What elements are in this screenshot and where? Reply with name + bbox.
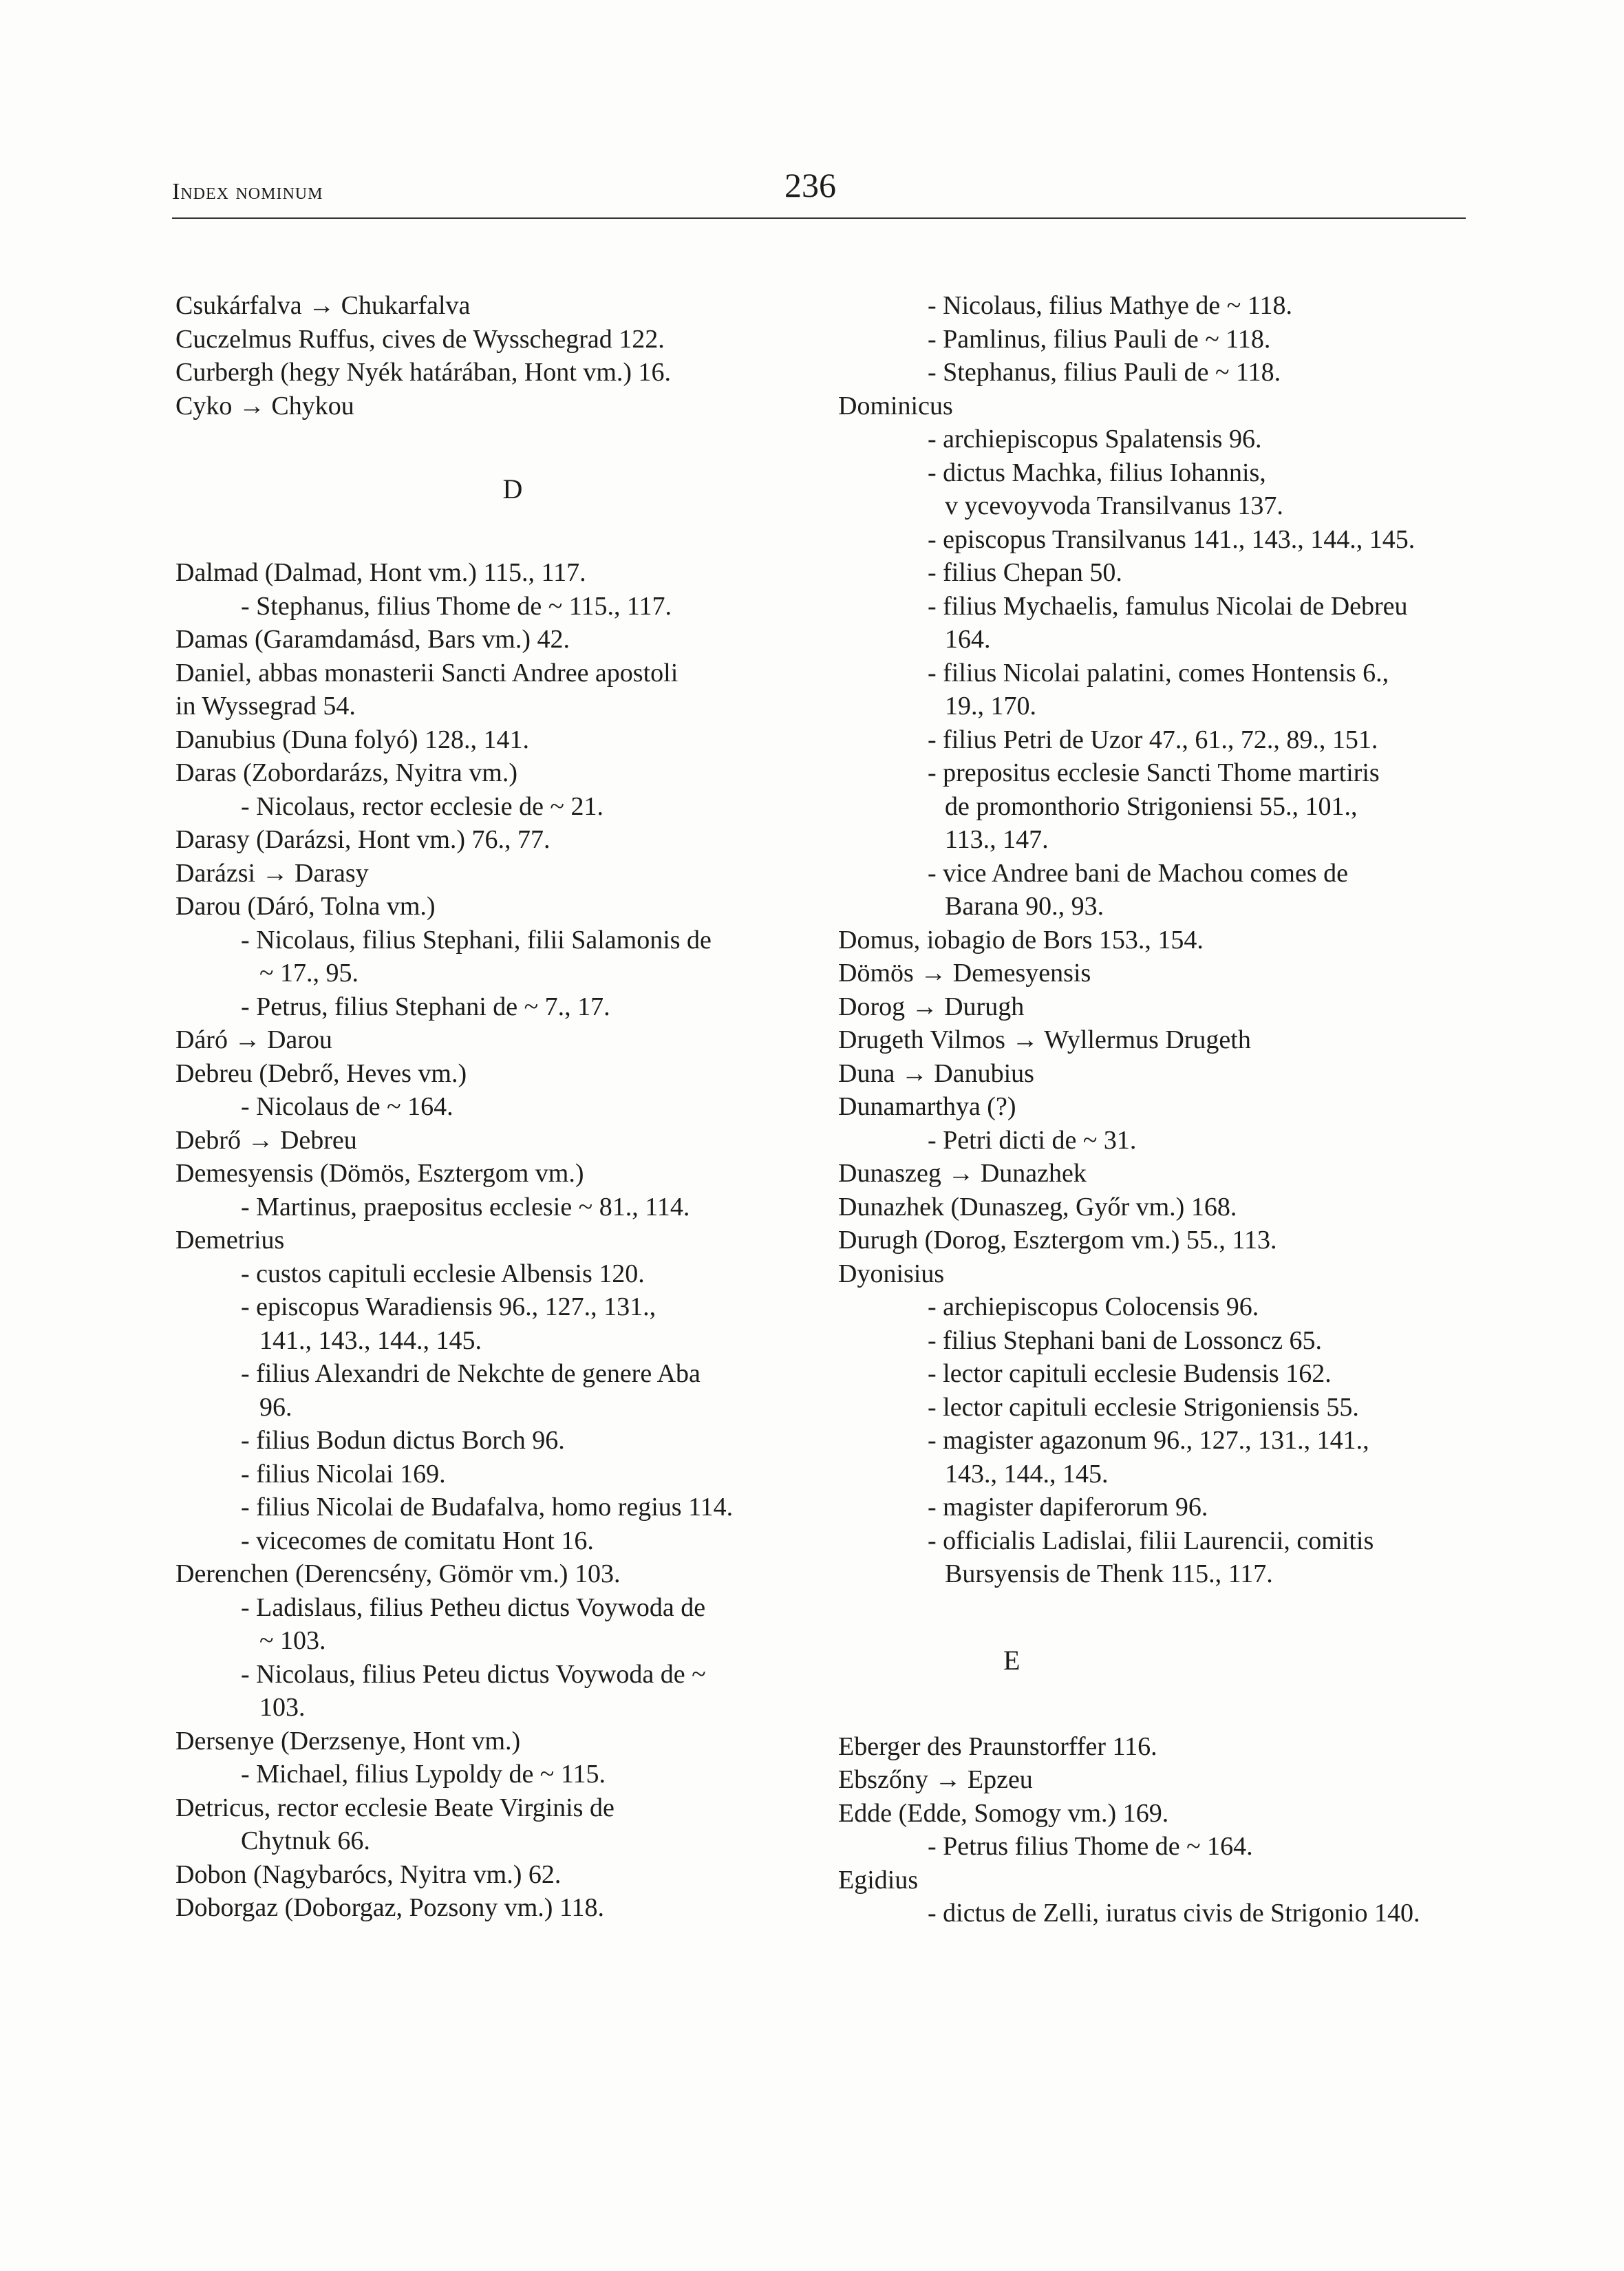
- index-entry: Curbergh (hegy Nyék határában, Hont vm.) 16.: [175, 358, 672, 387]
- index-entry: Ebszőny → Epzeu: [838, 1765, 1033, 1794]
- index-entry: Cyko → Chykou: [175, 391, 354, 420]
- index-subentry-continuation: 164.: [945, 625, 991, 654]
- index-subentry-continuation: Barana 90., 93.: [945, 892, 1104, 921]
- index-subentry: - custos capituli ecclesie Albensis 120.: [241, 1259, 645, 1288]
- index-entry: Dyonisius: [838, 1259, 945, 1288]
- index-subentry: - filius Nicolai de Budafalva, homo regius 114.: [241, 1493, 734, 1522]
- index-subentry: - Nicolaus, filius Peteu dictus Voywoda de ~: [241, 1659, 706, 1689]
- page-number: 236: [784, 166, 836, 204]
- index-subentry: - dictus de Zelli, iuratus civis de Strigonio 140.: [928, 1899, 1420, 1928]
- index-subentry: - filius Petri de Uzor 47., 61., 72., 89., 151.: [928, 725, 1378, 754]
- index-entry: Detricus, rector ecclesie Beate Virginis de: [175, 1793, 615, 1822]
- index-subentry-continuation: 143., 144., 145.: [945, 1459, 1109, 1489]
- index-subentry: - lector capituli ecclesie Strigoniensis 55.: [928, 1392, 1359, 1422]
- index-subentry: - Petri dicti de ~ 31.: [928, 1125, 1137, 1155]
- index-entry: Danubius (Duna folyó) 128., 141.: [175, 725, 529, 754]
- index-entry: Csukárfalva → Chukarfalva: [175, 291, 471, 320]
- index-entry: Damas (Garamdamásd, Bars vm.) 42.: [175, 625, 570, 654]
- index-entry: Duna → Danubius: [838, 1058, 1034, 1088]
- index-subentry: - Nicolaus de ~ 164.: [241, 1092, 453, 1121]
- index-subentry: - filius Chepan 50.: [928, 558, 1122, 587]
- index-entry: Dunazhek (Dunaszeg, Győr vm.) 168.: [838, 1192, 1237, 1222]
- index-entry: Dömös → Demesyensis: [838, 959, 1091, 988]
- index-subentry: - magister dapiferorum 96.: [928, 1493, 1208, 1522]
- index-subentry: - Petrus, filius Stephani de ~ 7., 17.: [241, 992, 610, 1021]
- index-subentry: - episcopus Waradiensis 96., 127., 131.,: [241, 1292, 656, 1321]
- index-entry: Darasy (Darázsi, Hont vm.) 76., 77.: [175, 825, 551, 854]
- index-column-left: [175, 289, 850, 1925]
- index-entry: Demetrius: [175, 1226, 285, 1255]
- index-entry: Dominicus: [838, 391, 953, 420]
- index-entry: Dáró → Darou: [175, 1025, 332, 1054]
- page-header: [172, 165, 1466, 220]
- index-subentry: - filius Nicolai palatini, comes Hontensis 6.,: [928, 658, 1389, 687]
- index-subentry-continuation: v ycevoyvoda Transilvanus 137.: [945, 491, 1283, 520]
- index-subentry: - vicecomes de comitatu Hont 16.: [241, 1526, 594, 1555]
- index-entry: Demesyensis (Dömös, Esztergom vm.): [175, 1159, 584, 1188]
- index-subentry: - Ladislaus, filius Petheu dictus Voywoda de: [241, 1592, 706, 1622]
- index-entry: Edde (Edde, Somogy vm.) 169.: [838, 1798, 1169, 1828]
- index-subentry-continuation: ~ 17., 95.: [259, 959, 359, 988]
- index-subentry: - Stephanus, filius Thome de ~ 115., 117.: [241, 591, 672, 621]
- index-entry: Debrő → Debreu: [175, 1125, 357, 1155]
- index-subentry: - filius Alexandri de Nekchte de genere Aba: [241, 1359, 701, 1388]
- index-subentry: - magister agazonum 96., 127., 131., 141.,: [928, 1426, 1369, 1455]
- index-subentry: - filius Nicolai 169.: [241, 1459, 446, 1489]
- index-subentry-continuation: 103.: [259, 1693, 306, 1722]
- index-subentry: - lector capituli ecclesie Budensis 162.: [928, 1359, 1332, 1388]
- index-entry: Daniel, abbas monasterii Sancti Andree apostoli: [175, 658, 679, 687]
- index-entry: Dobon (Nagybarócs, Nyitra vm.) 62.: [175, 1859, 562, 1889]
- index-entry: Derenchen (Derencsény, Gömör vm.) 103.: [175, 1559, 621, 1588]
- index-subentry-continuation: Bursyensis de Thenk 115., 117.: [945, 1559, 1273, 1588]
- index-subentry: - episcopus Transilvanus 141., 143., 144., 145.: [928, 524, 1415, 554]
- index-subentry: - vice Andree bani de Machou comes de: [928, 858, 1348, 888]
- index-entry: Domus, iobagio de Bors 153., 154.: [838, 925, 1204, 955]
- index-entry: Dunamarthya (?): [838, 1092, 1016, 1121]
- index-entry: Drugeth Vilmos → Wyllermus Drugeth: [838, 1025, 1251, 1054]
- index-subentry: - Pamlinus, filius Pauli de ~ 118.: [928, 324, 1271, 354]
- index-subentry: - Nicolaus, rector ecclesie de ~ 21.: [241, 791, 603, 821]
- index-entry: Eberger des Praunstorffer 116.: [838, 1731, 1157, 1761]
- section-letter-e: E: [1003, 1644, 1021, 1676]
- index-column-right: [838, 289, 1513, 1930]
- index-entry: Darou (Dáró, Tolna vm.): [175, 892, 436, 921]
- index-subentry: - Michael, filius Lypoldy de ~ 115.: [241, 1760, 606, 1789]
- index-entry: Darázsi → Darasy: [175, 858, 369, 888]
- index-entry: Dersenye (Derzsenye, Hont vm.): [175, 1726, 521, 1756]
- index-subentry-continuation: 113., 147.: [945, 825, 1049, 854]
- index-entry-continuation: Chytnuk 66.: [241, 1826, 370, 1855]
- index-subentry: - prepositus ecclesie Sancti Thome martiris: [928, 758, 1380, 787]
- index-subentry: - Nicolaus, filius Mathye de ~ 118.: [928, 291, 1292, 320]
- index-entry: Durugh (Dorog, Esztergom vm.) 55., 113.: [838, 1226, 1277, 1255]
- index-subentry-continuation: ~ 103.: [259, 1626, 326, 1655]
- header-rule: [172, 217, 1466, 219]
- index-entry: Cuczelmus Ruffus, cives de Wysschegrad 122.: [175, 324, 665, 354]
- index-subentry: - Stephanus, filius Pauli de ~ 118.: [928, 358, 1281, 387]
- index-entry: Egidius: [838, 1865, 919, 1895]
- index-subentry: - filius Mychaelis, famulus Nicolai de Debreu: [928, 591, 1408, 621]
- index-subentry-continuation: de promonthorio Strigoniensi 55., 101.,: [945, 791, 1358, 821]
- index-subentry: - archiepiscopus Spalatensis 96.: [928, 425, 1262, 454]
- index-entry-continuation: in Wyssegrad 54.: [175, 692, 356, 721]
- index-subentry: - filius Stephani bani de Lossoncz 65.: [928, 1325, 1323, 1355]
- index-entry: Dorog → Durugh: [838, 992, 1025, 1021]
- index-subentry-continuation: 19., 170.: [945, 692, 1036, 721]
- index-entry: Doborgaz (Doborgaz, Pozsony vm.) 118.: [175, 1893, 605, 1922]
- index-subentry: - dictus Machka, filius Iohannis,: [928, 458, 1266, 487]
- index-subentry-continuation: 96.: [259, 1392, 292, 1422]
- section-letter-d: D: [502, 473, 523, 504]
- index-entry: Dunaszeg → Dunazhek: [838, 1159, 1087, 1188]
- index-entry: Dalmad (Dalmad, Hont vm.) 115., 117.: [175, 558, 586, 587]
- index-entry: Debreu (Debrő, Heves vm.): [175, 1058, 467, 1088]
- index-subentry: - Martinus, praepositus ecclesie ~ 81., 114.: [241, 1192, 690, 1222]
- index-subentry-continuation: 141., 143., 144., 145.: [259, 1325, 482, 1355]
- index-subentry: - Petrus filius Thome de ~ 164.: [928, 1832, 1253, 1861]
- index-entry: Daras (Zobordarázs, Nyitra vm.): [175, 758, 517, 787]
- index-subentry: - officialis Ladislai, filii Laurencii, comitis: [928, 1526, 1374, 1555]
- index-subentry: - filius Bodun dictus Borch 96.: [241, 1426, 565, 1455]
- index-subentry: - archiepiscopus Colocensis 96.: [928, 1292, 1259, 1321]
- index-subentry: - Nicolaus, filius Stephani, filii Salamonis de: [241, 925, 712, 955]
- running-head: Index nominum: [172, 179, 323, 204]
